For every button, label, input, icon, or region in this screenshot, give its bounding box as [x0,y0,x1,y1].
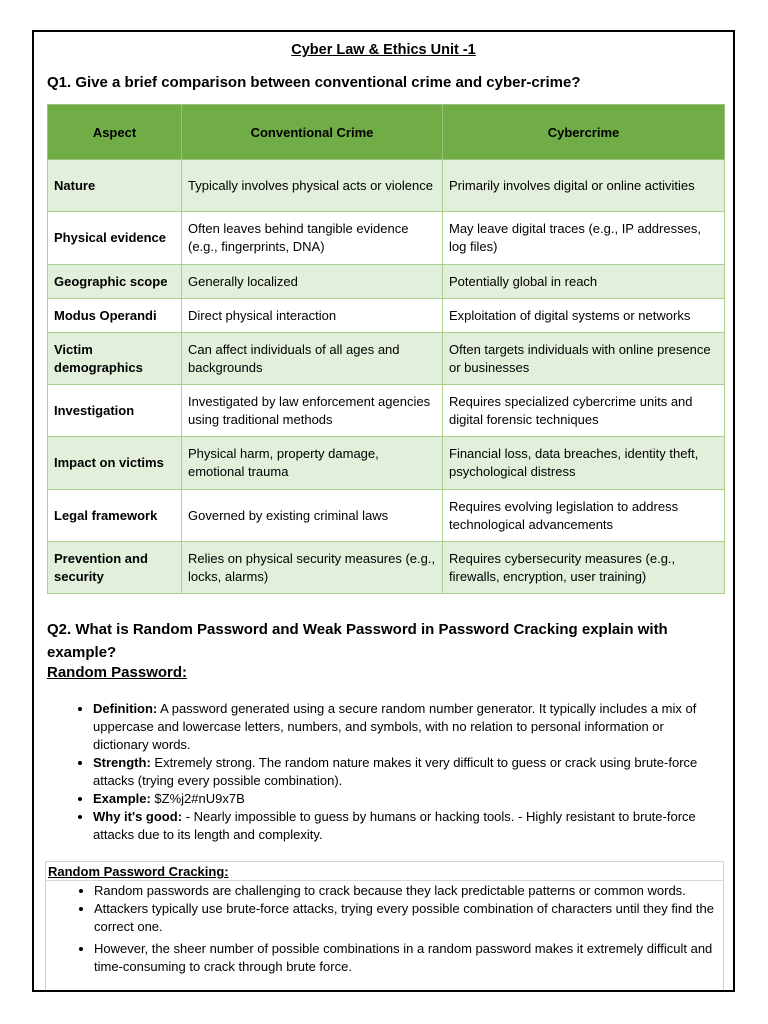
table-row [48,212,725,265]
row-aspect: Prevention and security [48,542,182,594]
divider [46,880,723,881]
item-label: Strength: [93,755,151,770]
row-cyber: Requires cybersecurity measures (e.g., firewalls, encryption, user training) [443,542,725,594]
table-row [48,490,725,542]
row-aspect: Geographic scope [48,265,182,299]
random-password-list [47,700,719,844]
row-cyber: Potentially global in reach [443,265,725,299]
row-cyber: Requires specialized cybercrime units and digital forensic techniques [443,385,725,437]
item-label: Example: [93,791,151,806]
row-conventional: Can affect individuals of all ages and backgrounds [182,333,443,385]
question-2: Q2. What is Random Password and Weak Password in Password Cracking explain with example? [47,621,668,661]
item-text: Extremely strong. The random nature makes it very difficult to guess or crack using brute-force attacks (trying every possible combination). [93,755,698,788]
cracking-box [45,861,724,992]
list-item [93,754,719,790]
row-conventional: Physical harm, property damage, emotional trauma [182,437,443,490]
table-row [48,265,725,299]
item-text: - Nearly impossible to guess by humans or hacking tools. - Highly resistant to brute-force attacks due to its length and complexity. [93,809,696,842]
list-item: • However, the sheer number of possible combinations in a random password makes it extremely difficult and time-consuming to crack through brute force. [94,940,718,976]
cracking-heading: Random Password Cracking: [48,864,229,879]
table-row [48,437,725,490]
item-text: A password generated using a secure random number generator. It typically includes a mix of uppercase and lowercase letters, numbers, and symbols, with no relation to personal information or dictionary words. [93,701,697,752]
row-conventional: Direct physical interaction [182,299,443,333]
document-title: Cyber Law & Ethics Unit -1 [291,42,476,58]
comparison-table [47,104,725,594]
row-conventional: Generally localized [182,265,443,299]
row-aspect: Nature [48,160,182,212]
row-cyber: Often targets individuals with online presence or businesses [443,333,725,385]
row-cyber: Primarily involves digital or online activities [443,160,725,212]
header-aspect: Aspect [48,105,182,160]
table-row [48,333,725,385]
table-row [48,385,725,437]
item-label: Definition: [93,701,158,716]
item-text: $Z%j2#nU9x7B [150,791,245,806]
row-aspect: Victim demographics [48,333,182,385]
list-item [93,808,719,844]
row-cyber: Requires evolving legislation to address technological advancements [443,490,725,542]
row-aspect: Legal framework [48,490,182,542]
table-row [48,299,725,333]
row-cyber: Financial loss, data breaches, identity theft, psychological distress [443,437,725,490]
row-conventional: Governed by existing criminal laws [182,490,443,542]
list-item [93,790,719,808]
table-row [48,542,725,594]
row-cyber: May leave digital traces (e.g., IP addresses, log files) [443,212,725,265]
header-cybercrime: Cybercrime [443,105,725,160]
table-row [48,160,725,212]
document-page [32,30,735,992]
row-aspect: Impact on victims [48,437,182,490]
row-aspect: Physical evidence [48,212,182,265]
row-conventional: Often leaves behind tangible evidence (e.g., fingerprints, DNA) [182,212,443,265]
row-conventional: Relies on physical security measures (e.g., locks, alarms) [182,542,443,594]
question-1: Q1. Give a brief comparison between conventional crime and cyber-crime? [47,74,581,91]
list-item: • Random passwords are challenging to crack because they lack predictable patterns or common words. [94,882,718,900]
list-item: • Attackers typically use brute-force attacks, trying every possible combination of characters until they find the correct one. [94,900,718,936]
cracking-list [46,882,718,976]
table-header-row [48,105,725,160]
row-conventional: Investigated by law enforcement agencies using traditional methods [182,385,443,437]
list-item [93,700,719,754]
row-cyber: Exploitation of digital systems or networks [443,299,725,333]
header-conventional-crime: Conventional Crime [182,105,443,160]
row-aspect: Modus Operandi [48,299,182,333]
random-password-heading: Random Password: [47,664,188,681]
item-label: Why it's good: [93,809,183,824]
row-aspect: Investigation [48,385,182,437]
row-conventional: Typically involves physical acts or violence [182,160,443,212]
